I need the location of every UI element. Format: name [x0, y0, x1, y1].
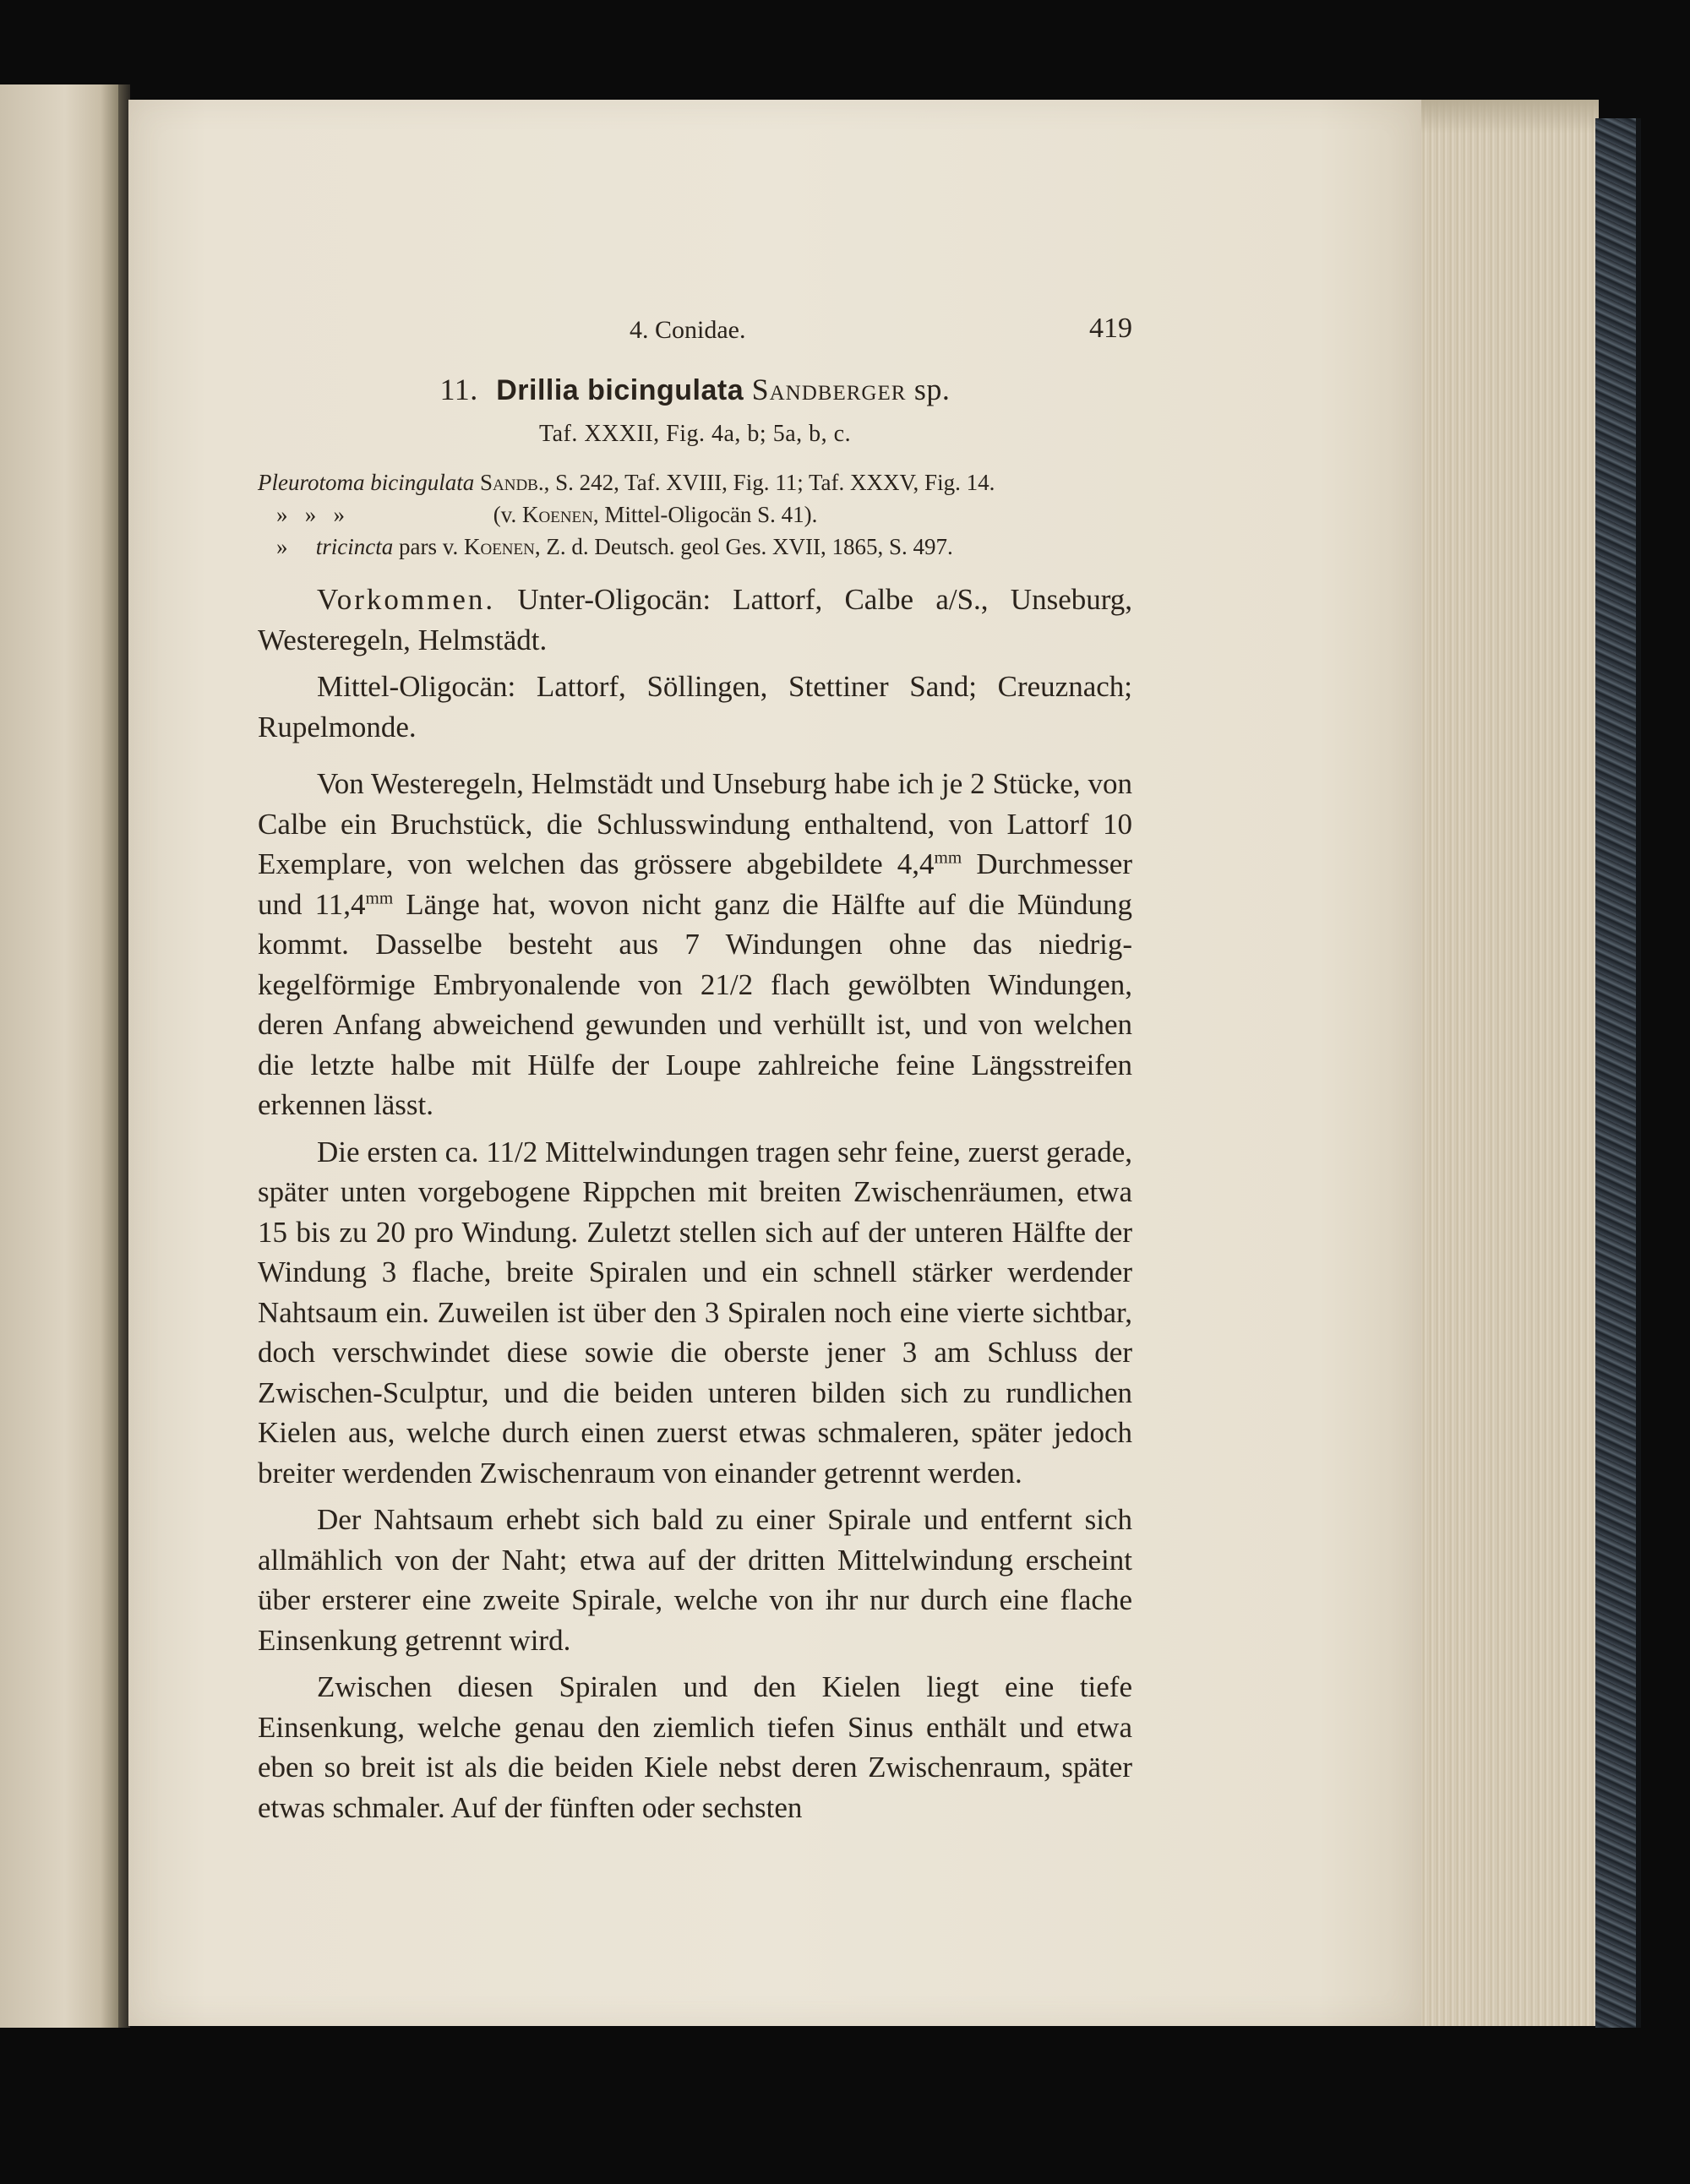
species-number: 11.: [439, 373, 478, 406]
synonym-reference: , Mittel-Oligocän S. 41).: [592, 502, 818, 527]
ditto-marks: » » »: [276, 502, 345, 527]
marbled-cover: [1595, 118, 1638, 2028]
section-heading: 4. Conidae.: [630, 316, 746, 344]
cover-edge: [1636, 118, 1641, 2028]
synonym-taxon: Pleurotoma bicingulata: [258, 470, 475, 495]
unit-superscript: mm: [365, 886, 394, 907]
species-author: Sandberger: [751, 373, 907, 406]
fraction: 1/2: [499, 1135, 538, 1168]
synonymy-entry: [258, 466, 1132, 498]
occurrence-middle-oligocene: Mittel-Oligocän: Lattorf, Söllingen, Stettiner Sand; Creuznach; Rupelmonde.: [258, 670, 1132, 743]
fraction: 1/2: [715, 967, 754, 1001]
synonym-reference: , Z. d. Deutsch. geol Ges. XVII, 1865, S. 497.: [534, 534, 953, 559]
species-name: Drillia bicingulata: [496, 374, 744, 406]
synonym-taxon: tricincta: [315, 534, 394, 559]
synonym-prefix: pars v.: [393, 534, 464, 559]
synonym-author: Sandb.: [479, 470, 544, 495]
body-text: [258, 580, 1132, 1827]
synonymy-entry: [258, 498, 1132, 531]
paragraph-text: Mittelwindungen tragen sehr feine, zuerst gerade, später unten vorgebogene Rippchen mit breiten Zwischenräumen, etwa 15 bis zu 20 pro Windung. Zuletzt stellen sich auf der unteren Hälfte der Windung 3 flache, breite Spiralen und ein schnell stärker werdender Nahtsaum ein. Zuweilen ist über den 3 Spiralen noch eine vierte sichtbar, doch verschwindet diese sowie die oberste jener 3 am Schluss der Zwischen-Sculptur, und die beiden unteren bilden sich zu rundlichen Kielen aus, welche durch einen zuerst etwas schmaleren, später jedoch breiter werdenden Zwischenraum von einander getrennt werden.: [258, 1135, 1133, 1490]
running-head: [258, 304, 1132, 355]
description-paragraph: Der Nahtsaum erhebt sich bald zu einer Spirale und entfernt sich allmählich von der Naht; etwa auf der dritten Mittelwindung erscheint über ersterer eine zweite Spirale, welche von ihr nur durch eine flache Einsenkung getrennt wird.: [258, 1503, 1132, 1657]
paragraph-text: Von Westeregeln, Helmstädt und Unseburg habe ich je 2 Stücke, von Calbe ein Bruchstück, die Schlusswindung enthaltend, von Lattorf 10 Exemplare, von welchen das grössere abgebildete 4,4: [258, 767, 1132, 880]
page-content: [258, 304, 1132, 1834]
synonym-author: Koenen: [463, 534, 535, 559]
synonym-author: Koenen: [522, 502, 593, 527]
facing-page-edge: [0, 84, 118, 2028]
species-suffix: sp.: [913, 373, 951, 406]
ditto-mark: »: [276, 534, 288, 559]
occurrence-paragraph: [258, 580, 1132, 660]
paragraph-text: Durchmesser und 11,4: [258, 847, 1133, 921]
description-paragraph: Zwischen diesen Spiralen und den Kielen liegt eine tiefe Einsenkung, welche genau den ziemlich tiefen Sinus enthält und etwa eben so breit ist als die beiden Kiele nebst deren Zwischenraum, später etwas schmaler. Auf der fünften oder sechsten: [258, 1670, 1132, 1824]
paragraph-text: Länge hat, wovon nicht ganz die Hälfte auf die Mündung kommt. Dasselbe besteht aus 7 Windungen ohne das niedrig-kegelförmige Embryonalende von 2: [258, 887, 1133, 1001]
plate-reference: Taf. XXXII, Fig. 4a, b; 5a, b, c.: [538, 421, 852, 447]
page-stack-edge: [1421, 100, 1599, 2026]
description-paragraph: [258, 1132, 1132, 1494]
unit-superscript: mm: [934, 847, 962, 868]
page-number: 419: [1089, 313, 1132, 344]
paragraph-text: Die ersten ca. 1: [317, 1135, 500, 1168]
synonymy-list: [258, 466, 1132, 563]
species-title: [258, 372, 1132, 407]
page-stack-shadow: [1421, 100, 1599, 133]
description-paragraph: [258, 764, 1132, 1125]
occurrence-label: Vorkommen.: [317, 583, 496, 616]
synonym-reference: , S. 242, Taf. XVIII, Fig. 11; Taf. XXXV, Fig. 14.: [543, 470, 995, 495]
synonymy-entry: [258, 531, 1132, 563]
paragraph-text: flach gewölbten Windungen, deren Anfang abweichend gewunden und verhüllt ist, und von welchen die letzte halbe mit Hülfe der Loupe zahlreiche feine Längsstreifen erkennen lässt.: [258, 967, 1132, 1121]
synonym-prefix: (v.: [493, 502, 522, 527]
occurrence-lower-oligocene: Unter-Oligocän: Lattorf, Calbe a/S., Unseburg, Westeregeln, Helmstädt.: [258, 583, 1132, 656]
